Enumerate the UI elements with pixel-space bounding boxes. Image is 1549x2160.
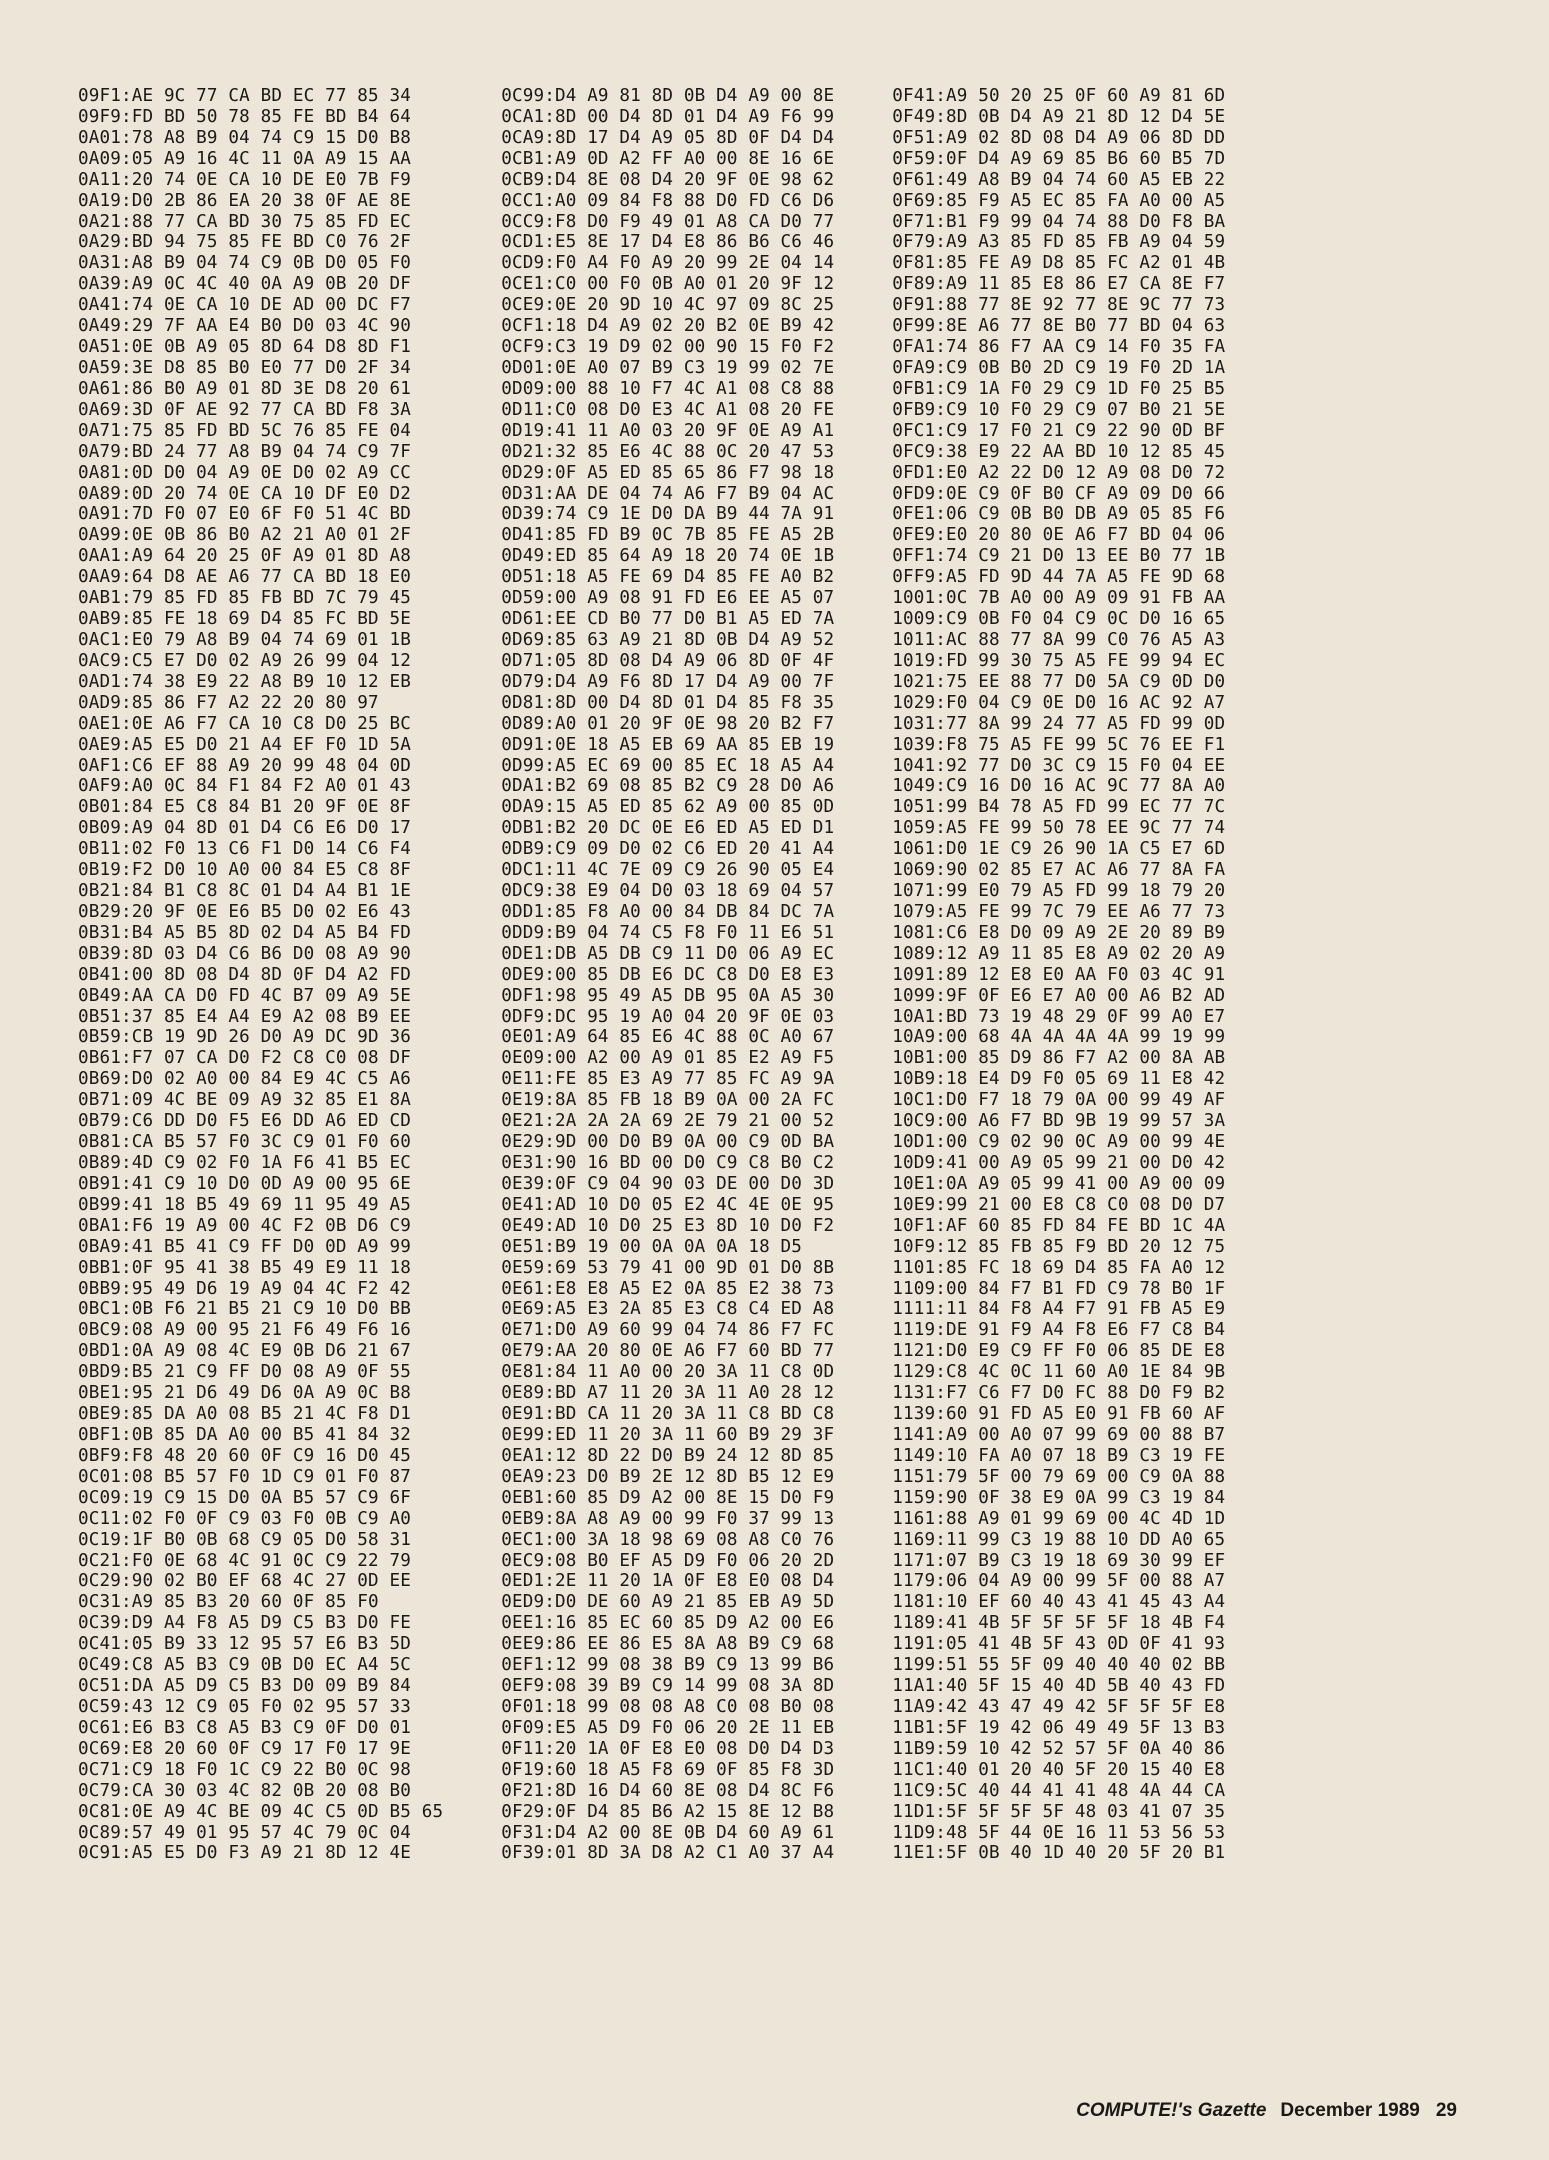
listing-line: 0DE1:DB A5 DB C9 11 D0 06 A9 EC xyxy=(501,943,835,964)
listing-line: 0C39:D9 A4 F8 A5 D9 C5 B3 D0 FE xyxy=(78,1613,412,1634)
listing-line: 0E49:AD 10 D0 25 E3 8D 10 D0 F2 xyxy=(501,1215,835,1236)
listing-line: 0F31:D4 A2 00 8E 0B D4 60 A9 61 xyxy=(501,1822,835,1843)
listing-line: 0D99:A5 EC 69 00 85 EC 18 A5 A4 xyxy=(501,755,835,776)
listing-line: 0C31:A9 85 B3 20 60 0F 85 F0 xyxy=(78,1592,379,1613)
listing-line: 1061:D0 1E C9 26 90 1A C5 E7 6D xyxy=(892,839,1226,860)
listing-line: 0C61:E6 B3 C8 A5 B3 C9 0F D0 01 xyxy=(78,1717,412,1738)
listing-line: 0E11:FE 85 E3 A9 77 85 FC A9 9A xyxy=(501,1069,835,1090)
listing-line: 0A89:0D 20 74 0E CA 10 DF E0 D2 xyxy=(78,483,412,504)
listing-line: 0C51:DA A5 D9 C5 B3 D0 09 B9 84 xyxy=(78,1676,412,1697)
listing-line: 0CD9:F0 A4 F0 A9 20 99 2E 04 14 xyxy=(501,253,835,274)
listing-line: 0AF9:A0 0C 84 F1 84 F2 A0 01 43 xyxy=(78,776,412,797)
listing-line: 0D51:18 A5 FE 69 D4 85 FE A0 B2 xyxy=(501,567,835,588)
listing-line: 10C1:D0 F7 18 79 0A 00 99 49 AF xyxy=(892,1090,1226,1111)
listing-line: 0B01:84 E5 C8 84 B1 20 9F 0E 8F xyxy=(78,797,412,818)
listing-line: 0D79:D4 A9 F6 8D 17 D4 A9 00 7F xyxy=(501,671,835,692)
listing-line: 0DC1:11 4C 7E 09 C9 26 90 05 E4 xyxy=(501,860,835,881)
listing-line: 0D29:0F A5 ED 85 65 86 F7 98 18 xyxy=(501,462,835,483)
listing-line: 0E71:D0 A9 60 99 04 74 86 F7 FC xyxy=(501,1320,835,1341)
listing-line: 1009:C9 0B F0 04 C9 0C D0 16 65 xyxy=(892,609,1226,630)
listing-line: 0E09:00 A2 00 A9 01 85 E2 A9 F5 xyxy=(501,1048,835,1069)
listing-line: 0BB9:95 49 D6 19 A9 04 4C F2 42 xyxy=(78,1278,412,1299)
listing-line: 10E9:99 21 00 E8 C8 C0 08 D0 D7 xyxy=(892,1194,1226,1215)
listing-line: 0D09:00 88 10 F7 4C A1 08 C8 88 xyxy=(501,378,835,399)
listing-column-1 xyxy=(78,86,443,1864)
listing-line: 0DF1:98 95 49 A5 DB 95 0A A5 30 xyxy=(501,985,835,1006)
listing-line: 0D61:EE CD B0 77 D0 B1 A5 ED 7A xyxy=(501,609,835,630)
listing-line: 0E89:BD A7 11 20 3A 11 A0 28 12 xyxy=(501,1383,835,1404)
listing-line: 0CD1:E5 8E 17 D4 E8 86 B6 C6 46 xyxy=(501,232,835,253)
listing-line: 0BF9:F8 48 20 60 0F C9 16 D0 45 xyxy=(78,1445,412,1466)
listing-line: 0A09:05 A9 16 4C 11 0A A9 15 AA xyxy=(78,148,412,169)
listing-line: 0A79:BD 24 77 A8 B9 04 74 C9 7F xyxy=(78,441,412,462)
listing-line: 0C79:CA 30 03 4C 82 0B 20 08 B0 xyxy=(78,1780,412,1801)
listing-line: 0C11:02 F0 0F C9 03 F0 0B C9 A0 xyxy=(78,1508,412,1529)
listing-line: 0AE9:A5 E5 D0 21 A4 EF F0 1D 5A xyxy=(78,734,412,755)
listing-line: 0F59:0F D4 A9 69 85 B6 60 B5 7D xyxy=(892,148,1226,169)
listing-line: 1121:D0 E9 C9 FF F0 06 85 DE E8 xyxy=(892,1341,1226,1362)
listing-line: 1049:C9 16 D0 16 AC 9C 77 8A A0 xyxy=(892,776,1226,797)
listing-line: 0F39:01 8D 3A D8 A2 C1 A0 37 A4 xyxy=(501,1843,835,1864)
listing-line: 0BA1:F6 19 A9 00 4C F2 0B D6 C9 xyxy=(78,1215,412,1236)
listing-line: 0B11:02 F0 13 C6 F1 D0 14 C6 F4 xyxy=(78,839,412,860)
listing-line: 0E21:2A 2A 2A 69 2E 79 21 00 52 xyxy=(501,1111,835,1132)
listing-line: 1051:99 B4 78 A5 FD 99 EC 77 7C xyxy=(892,797,1226,818)
listing-line: 0CE1:C0 00 F0 0B A0 01 20 9F 12 xyxy=(501,274,835,295)
listing-line: 0F89:A9 11 85 E8 86 E7 CA 8E F7 xyxy=(892,274,1226,295)
listing-line: 11A9:42 43 47 49 42 5F 5F 5F E8 xyxy=(892,1696,1226,1717)
listing-line: 1091:89 12 E8 E0 AA F0 03 4C 91 xyxy=(892,964,1226,985)
listing-line: 0A51:0E 0B A9 05 8D 64 D8 8D F1 xyxy=(78,337,412,358)
listing-line: 0E41:AD 10 D0 05 E2 4C 4E 0E 95 xyxy=(501,1194,835,1215)
listing-line: 0DA1:B2 69 08 85 B2 C9 28 D0 A6 xyxy=(501,776,835,797)
listing-line: 0EC1:00 3A 18 98 69 08 A8 C0 76 xyxy=(501,1529,835,1550)
listing-line: 0AB9:85 FE 18 69 D4 85 FC BD 5E xyxy=(78,609,412,630)
listing-line: 1159:90 0F 38 E9 0A 99 C3 19 84 xyxy=(892,1487,1226,1508)
listing-line: 0C89:57 49 01 95 57 4C 79 0C 04 xyxy=(78,1822,412,1843)
listing-line: 0DD9:B9 04 74 C5 F8 F0 11 E6 51 xyxy=(501,922,835,943)
listing-line: 0C21:F0 0E 68 4C 91 0C C9 22 79 xyxy=(78,1550,412,1571)
listing-line: 0A21:88 77 CA BD 30 75 85 FD EC xyxy=(78,211,412,232)
listing-line: 0F11:20 1A 0F E8 E0 08 D0 D4 D3 xyxy=(501,1738,835,1759)
listing-line: 10D9:41 00 A9 05 99 21 00 D0 42 xyxy=(892,1153,1226,1174)
listing-line: 0A19:D0 2B 86 EA 20 38 0F AE 8E xyxy=(78,190,412,211)
listing-line: 11E1:5F 0B 40 1D 40 20 5F 20 B1 xyxy=(892,1843,1226,1864)
listing-line: 0B39:8D 03 D4 C6 B6 D0 08 A9 90 xyxy=(78,943,412,964)
listing-line: 0FE9:E0 20 80 0E A6 F7 BD 04 06 xyxy=(892,525,1226,546)
listing-line: 1169:11 99 C3 19 88 10 DD A0 65 xyxy=(892,1529,1226,1550)
page-number: 29 xyxy=(1435,2100,1457,2121)
listing-line: 1151:79 5F 00 79 69 00 C9 0A 88 xyxy=(892,1466,1226,1487)
listing-line: 0B91:41 C9 10 D0 0D A9 00 95 6E xyxy=(78,1173,412,1194)
listing-line: 0D59:00 A9 08 91 FD E6 EE A5 07 xyxy=(501,588,835,609)
listing-line: 1189:41 4B 5F 5F 5F 5F 18 4B F4 xyxy=(892,1613,1226,1634)
listing-line: 1039:F8 75 A5 FE 99 5C 76 EE F1 xyxy=(892,734,1226,755)
listing-line: 0CF1:18 D4 A9 02 20 B2 0E B9 42 xyxy=(501,316,835,337)
listing-line: 0AF1:C6 EF 88 A9 20 99 48 04 0D xyxy=(78,755,412,776)
listing-line: 0CB9:D4 8E 08 D4 20 9F 0E 98 62 xyxy=(501,169,835,190)
listing-line: 0D81:8D 00 D4 8D 01 D4 85 F8 35 xyxy=(501,692,835,713)
listing-line: 1181:10 EF 60 40 43 41 45 43 A4 xyxy=(892,1592,1226,1613)
hex-listing xyxy=(78,86,1478,1864)
listing-line: 0B51:37 85 E4 A4 E9 A2 08 B9 EE xyxy=(78,1006,412,1027)
listing-line: 0E19:8A 85 FB 18 B9 0A 00 2A FC xyxy=(501,1090,835,1111)
listing-line: 0A01:78 A8 B9 04 74 C9 15 D0 B8 xyxy=(78,127,412,148)
listing-line: 0BB1:0F 95 41 38 B5 49 E9 11 18 xyxy=(78,1257,412,1278)
listing-line: 1041:92 77 D0 3C C9 15 F0 04 EE xyxy=(892,755,1226,776)
listing-line: 0DB1:B2 20 DC 0E E6 ED A5 ED D1 xyxy=(501,818,835,839)
listing-line: 0D19:41 11 A0 03 20 9F 0E A9 A1 xyxy=(501,420,835,441)
listing-line: 0EB1:60 85 D9 A2 00 8E 15 D0 F9 xyxy=(501,1487,835,1508)
listing-line: 0D69:85 63 A9 21 8D 0B D4 A9 52 xyxy=(501,629,835,650)
listing-line: 0D01:0E A0 07 B9 C3 19 99 02 7E xyxy=(501,357,835,378)
listing-line: 0B41:00 8D 08 D4 8D 0F D4 A2 FD xyxy=(78,964,412,985)
listing-line: 0A99:0E 0B 86 B0 A2 21 A0 01 2F xyxy=(78,525,412,546)
listing-line: 0AD9:85 86 F7 A2 22 20 80 97 xyxy=(78,692,379,713)
listing-line: 0B79:C6 DD D0 F5 E6 DD A6 ED CD xyxy=(78,1111,412,1132)
listing-line: 0C49:C8 A5 B3 C9 0B D0 EC A4 5C xyxy=(78,1655,412,1676)
listing-line: 1149:10 FA A0 07 18 B9 C3 19 FE xyxy=(892,1445,1226,1466)
listing-line: 11C1:40 01 20 40 5F 20 15 40 E8 xyxy=(892,1759,1226,1780)
listing-line: 1089:12 A9 11 85 E8 A9 02 20 A9 xyxy=(892,943,1226,964)
listing-line: 0D71:05 8D 08 D4 A9 06 8D 0F 4F xyxy=(501,650,835,671)
listing-line: 0FA1:74 86 F7 AA C9 14 F0 35 FA xyxy=(892,337,1226,358)
listing-line: 0EA1:12 8D 22 D0 B9 24 12 8D 85 xyxy=(501,1445,835,1466)
listing-line: 11D9:48 5F 44 0E 16 11 53 56 53 xyxy=(892,1822,1226,1843)
listing-line: 0A59:3E D8 85 B0 E0 77 D0 2F 34 xyxy=(78,357,412,378)
listing-line: 0BD9:B5 21 C9 FF D0 08 A9 0F 55 xyxy=(78,1362,412,1383)
magazine-name: COMPUTE!'s Gazette xyxy=(1076,2100,1267,2121)
listing-line: 1129:C8 4C 0C 11 60 A0 1E 84 9B xyxy=(892,1362,1226,1383)
listing-line: 0B19:F2 D0 10 A0 00 84 E5 C8 8F xyxy=(78,860,412,881)
listing-line: 11C9:5C 40 44 41 41 48 4A 44 CA xyxy=(892,1780,1226,1801)
listing-column-3 xyxy=(892,86,1225,1864)
listing-line: 0A31:A8 B9 04 74 C9 0B D0 05 F0 xyxy=(78,253,412,274)
listing-line: 0F79:A9 A3 85 FD 85 FB A9 04 59 xyxy=(892,232,1226,253)
listing-line: 0E01:A9 64 85 E6 4C 88 0C A0 67 xyxy=(501,1027,835,1048)
listing-line: 0EF9:08 39 B9 C9 14 99 08 3A 8D xyxy=(501,1676,835,1697)
listing-line: 0B61:F7 07 CA D0 F2 C8 C0 08 DF xyxy=(78,1048,412,1069)
listing-line: 1161:88 A9 01 99 69 00 4C 4D 1D xyxy=(892,1508,1226,1529)
listing-line: 0D91:0E 18 A5 EB 69 AA 85 EB 19 xyxy=(501,734,835,755)
listing-line: 1131:F7 C6 F7 D0 FC 88 D0 F9 B2 xyxy=(892,1383,1226,1404)
listing-line: 0AD1:74 38 E9 22 A8 B9 10 12 EB xyxy=(78,671,412,692)
listing-line: 0C01:08 B5 57 F0 1D C9 01 F0 87 xyxy=(78,1466,412,1487)
listing-line: 1021:75 EE 88 77 D0 5A C9 0D D0 xyxy=(892,671,1226,692)
listing-line: 0C99:D4 A9 81 8D 0B D4 A9 00 8E xyxy=(501,86,835,106)
listing-line: 0EA9:23 D0 B9 2E 12 8D B5 12 E9 xyxy=(501,1466,835,1487)
listing-line: 0C41:05 B9 33 12 95 57 E6 B3 5D xyxy=(78,1634,412,1655)
listing-line: 0D41:85 FD B9 0C 7B 85 FE A5 2B xyxy=(501,525,835,546)
listing-line: 0F99:8E A6 77 8E B0 77 BD 04 63 xyxy=(892,316,1226,337)
listing-line: 1119:DE 91 F9 A4 F8 E6 F7 C8 B4 xyxy=(892,1320,1226,1341)
listing-line: 0E29:9D 00 D0 B9 0A 00 C9 0D BA xyxy=(501,1132,835,1153)
listing-line: 1081:C6 E8 D0 09 A9 2E 20 89 B9 xyxy=(892,922,1226,943)
listing-line: 0F29:0F D4 85 B6 A2 15 8E 12 B8 xyxy=(501,1801,835,1822)
listing-line: 0D31:AA DE 04 74 A6 F7 B9 04 AC xyxy=(501,483,835,504)
listing-line: 0AB1:79 85 FD 85 FB BD 7C 79 45 xyxy=(78,588,412,609)
listing-line: 1191:05 41 4B 5F 43 0D 0F 41 93 xyxy=(892,1634,1226,1655)
listing-line: 11B9:59 10 42 52 57 5F 0A 40 86 xyxy=(892,1738,1226,1759)
listing-line: 0B59:CB 19 9D 26 D0 A9 DC 9D 36 xyxy=(78,1027,412,1048)
listing-line: 1179:06 04 A9 00 99 5F 00 88 A7 xyxy=(892,1571,1226,1592)
listing-line: 0F91:88 77 8E 92 77 8E 9C 77 73 xyxy=(892,295,1226,316)
listing-line: 0F69:85 F9 A5 EC 85 FA A0 00 A5 xyxy=(892,190,1226,211)
listing-line: 1069:90 02 85 E7 AC A6 77 8A FA xyxy=(892,860,1226,881)
listing-line: 0A29:BD 94 75 85 FE BD C0 76 2F xyxy=(78,232,412,253)
listing-line: 0CB1:A9 0D A2 FF A0 00 8E 16 6E xyxy=(501,148,835,169)
listing-line: 0CC1:A0 09 84 F8 88 D0 FD C6 D6 xyxy=(501,190,835,211)
listing-line: 0D11:C0 08 D0 E3 4C A1 08 20 FE xyxy=(501,399,835,420)
listing-line: 0FC1:C9 17 F0 21 C9 22 90 0D BF xyxy=(892,420,1226,441)
listing-line: 0E31:90 16 BD 00 D0 C9 C8 B0 C2 xyxy=(501,1153,835,1174)
listing-line: 0BE1:95 21 D6 49 D6 0A A9 0C B8 xyxy=(78,1383,412,1404)
listing-line: 0E79:AA 20 80 0E A6 F7 60 BD 77 xyxy=(501,1341,835,1362)
listing-line: 0FB9:C9 10 F0 29 C9 07 B0 21 5E xyxy=(892,399,1226,420)
listing-line: 0F19:60 18 A5 F8 69 0F 85 F8 3D xyxy=(501,1759,835,1780)
listing-line: 1109:00 84 F7 B1 FD C9 78 B0 1F xyxy=(892,1278,1226,1299)
listing-line: 0F81:85 FE A9 D8 85 FC A2 01 4B xyxy=(892,253,1226,274)
listing-line: 0E61:E8 E8 A5 E2 0A 85 E2 38 73 xyxy=(501,1278,835,1299)
listing-line: 1079:A5 FE 99 7C 79 EE A6 77 73 xyxy=(892,901,1226,922)
listing-line: 0C69:E8 20 60 0F C9 17 F0 17 9E xyxy=(78,1738,412,1759)
listing-line: 0A39:A9 0C 4C 40 0A A9 0B 20 DF xyxy=(78,274,412,295)
listing-line: 10C9:00 A6 F7 BD 9B 19 99 57 3A xyxy=(892,1111,1226,1132)
listing-line: 0DD1:85 F8 A0 00 84 DB 84 DC 7A xyxy=(501,901,835,922)
listing-line: 10E1:0A A9 05 99 41 00 A9 00 09 xyxy=(892,1173,1226,1194)
listing-line: 0A61:86 B0 A9 01 8D 3E D8 20 61 xyxy=(78,378,412,399)
listing-line: 0C19:1F B0 0B 68 C9 05 D0 58 31 xyxy=(78,1529,412,1550)
listing-line: 0C71:C9 18 F0 1C C9 22 B0 0C 98 xyxy=(78,1759,412,1780)
listing-line: 0EF1:12 99 08 38 B9 C9 13 99 B6 xyxy=(501,1655,835,1676)
listing-line: 0C91:A5 E5 D0 F3 A9 21 8D 12 4E xyxy=(78,1843,412,1864)
listing-line: 0E51:B9 19 00 0A 0A 0A 18 D5 xyxy=(501,1236,803,1257)
listing-line: 0FD1:E0 A2 22 D0 12 A9 08 D0 72 xyxy=(892,462,1226,483)
listing-line: 0FF9:A5 FD 9D 44 7A A5 FE 9D 68 xyxy=(892,567,1226,588)
listing-line: 0B89:4D C9 02 F0 1A F6 41 B5 EC xyxy=(78,1153,412,1174)
listing-line: 0F41:A9 50 20 25 0F 60 A9 81 6D xyxy=(892,86,1226,106)
listing-line: 0EC9:08 B0 EF A5 D9 F0 06 20 2D xyxy=(501,1550,835,1571)
listing-line: 0E99:ED 11 20 3A 11 60 B9 29 3F xyxy=(501,1425,835,1445)
listing-line: 0A11:20 74 0E CA 10 DE E0 7B F9 xyxy=(78,169,412,190)
listing-line: 11D1:5F 5F 5F 5F 48 03 41 07 35 xyxy=(892,1801,1226,1822)
listing-line: 0A41:74 0E CA 10 DE AD 00 DC F7 xyxy=(78,295,412,316)
listing-line: 0B21:84 B1 C8 8C 01 D4 A4 B1 1E xyxy=(78,881,412,902)
listing-line: 0A69:3D 0F AE 92 77 CA BD F8 3A xyxy=(78,399,412,420)
listing-line: 0CE9:0E 20 9D 10 4C 97 09 8C 25 xyxy=(501,295,835,316)
listing-line: 0B31:B4 A5 B5 8D 02 D4 A5 B4 FD xyxy=(78,922,412,943)
listing-line: 1001:0C 7B A0 00 A9 09 91 FB AA xyxy=(892,588,1226,609)
listing-line: 1019:FD 99 30 75 A5 FE 99 94 EC xyxy=(892,650,1226,671)
listing-line: 10F1:AF 60 85 FD 84 FE BD 1C 4A xyxy=(892,1215,1226,1236)
listing-line: 0AA9:64 D8 AE A6 77 CA BD 18 E0 xyxy=(78,567,412,588)
listing-line: 0DF9:DC 95 19 A0 04 20 9F 0E 03 xyxy=(501,1006,835,1027)
listing-line: 0A71:75 85 FD BD 5C 76 85 FE 04 xyxy=(78,420,412,441)
listing-line: 0E39:0F C9 04 90 03 DE 00 D0 3D xyxy=(501,1173,835,1194)
listing-line: 0A81:0D D0 04 A9 0E D0 02 A9 CC xyxy=(78,462,412,483)
listing-line: 11B1:5F 19 42 06 49 49 5F 13 B3 xyxy=(892,1717,1226,1738)
listing-line: 0D39:74 C9 1E D0 DA B9 44 7A 91 xyxy=(501,504,835,525)
listing-line: 1139:60 91 FD A5 E0 91 FB 60 AF xyxy=(892,1404,1226,1425)
listing-line: 09F9:FD BD 50 78 85 FE BD B4 64 xyxy=(78,106,412,127)
listing-line: 10D1:00 C9 02 90 0C A9 00 99 4E xyxy=(892,1132,1226,1153)
listing-line: 0DE9:00 85 DB E6 DC C8 D0 E8 E3 xyxy=(501,964,835,985)
listing-line: 0DC9:38 E9 04 D0 03 18 69 04 57 xyxy=(501,881,835,902)
listing-line: 1059:A5 FE 99 50 78 EE 9C 77 74 xyxy=(892,818,1226,839)
listing-line: 10B9:18 E4 D9 F0 05 69 11 E8 42 xyxy=(892,1069,1226,1090)
listing-line: 0F51:A9 02 8D 08 D4 A9 06 8D DD xyxy=(892,127,1226,148)
listing-line: 0C29:90 02 B0 EF 68 4C 27 0D EE xyxy=(78,1571,412,1592)
listing-line: 0BA9:41 B5 41 C9 FF D0 0D A9 99 xyxy=(78,1236,412,1257)
listing-line: 0F61:49 A8 B9 04 74 60 A5 EB 22 xyxy=(892,169,1226,190)
listing-line: 0CF9:C3 19 D9 02 00 90 15 F0 F2 xyxy=(501,337,835,358)
listing-line: 0DA9:15 A5 ED 85 62 A9 00 85 0D xyxy=(501,797,835,818)
listing-line: 0BD1:0A A9 08 4C E9 0B D6 21 67 xyxy=(78,1341,412,1362)
listing-line: 0FC9:38 E9 22 AA BD 10 12 85 45 xyxy=(892,441,1226,462)
listing-line: 0F09:E5 A5 D9 F0 06 20 2E 11 EB xyxy=(501,1717,835,1738)
listing-line: 0AE1:0E A6 F7 CA 10 C8 D0 25 BC xyxy=(78,713,412,734)
listing-line: 0BF1:0B 85 DA A0 00 B5 41 84 32 xyxy=(78,1425,412,1445)
listing-line: 0F71:B1 F9 99 04 74 88 D0 F8 BA xyxy=(892,211,1226,232)
listing-line: 0FE1:06 C9 0B B0 DB A9 05 85 F6 xyxy=(892,504,1226,525)
listing-line: 0B81:CA B5 57 F0 3C C9 01 F0 60 xyxy=(78,1132,412,1153)
listing-line: 0A91:7D F0 07 E0 6F F0 51 4C BD xyxy=(78,504,412,525)
listing-line: 0FB1:C9 1A F0 29 C9 1D F0 25 B5 xyxy=(892,378,1226,399)
listing-line: 0A49:29 7F AA E4 B0 D0 03 4C 90 xyxy=(78,316,412,337)
listing-line: 0B71:09 4C BE 09 A9 32 85 E1 8A xyxy=(78,1090,412,1111)
listing-line: 0BC1:0B F6 21 B5 21 C9 10 D0 BB xyxy=(78,1299,412,1320)
listing-line: 0BE9:85 DA A0 08 B5 21 4C F8 D1 xyxy=(78,1404,412,1425)
listing-line: 09F1:AE 9C 77 CA BD EC 77 85 34 xyxy=(78,86,412,106)
listing-line: 0E59:69 53 79 41 00 9D 01 D0 8B xyxy=(501,1257,835,1278)
listing-line: 0D21:32 85 E6 4C 88 0C 20 47 53 xyxy=(501,441,835,462)
listing-line: 10B1:00 85 D9 86 F7 A2 00 8A AB xyxy=(892,1048,1226,1069)
listing-line: 0AC9:C5 E7 D0 02 A9 26 99 04 12 xyxy=(78,650,412,671)
listing-line: 0AC1:E0 79 A8 B9 04 74 69 01 1B xyxy=(78,629,412,650)
listing-line: 1071:99 E0 79 A5 FD 99 18 79 20 xyxy=(892,881,1226,902)
listing-line: 10F9:12 85 FB 85 F9 BD 20 12 75 xyxy=(892,1236,1226,1257)
listing-line: 0E69:A5 E3 2A 85 E3 C8 C4 ED A8 xyxy=(501,1299,835,1320)
listing-line: 0E81:84 11 A0 00 20 3A 11 C8 0D xyxy=(501,1362,835,1383)
listing-line: 1111:11 84 F8 A4 F7 91 FB A5 E9 xyxy=(892,1299,1226,1320)
listing-line: 1031:77 8A 99 24 77 A5 FD 99 0D xyxy=(892,713,1226,734)
listing-line: 0B69:D0 02 A0 00 84 E9 4C C5 A6 xyxy=(78,1069,412,1090)
listing-line: 0EE1:16 85 EC 60 85 D9 A2 00 E6 xyxy=(501,1613,835,1634)
listing-line: 0C09:19 C9 15 D0 0A B5 57 C9 6F xyxy=(78,1487,412,1508)
listing-line: 1099:9F 0F E6 E7 A0 00 A6 B2 AD xyxy=(892,985,1226,1006)
listing-line: 0ED1:2E 11 20 1A 0F E8 E0 08 D4 xyxy=(501,1571,835,1592)
listing-line: 11A1:40 5F 15 40 4D 5B 40 43 FD xyxy=(892,1676,1226,1697)
listing-line: 0DB9:C9 09 D0 02 C6 ED 20 41 A4 xyxy=(501,839,835,860)
issue-date: December 1989 xyxy=(1280,2100,1420,2121)
listing-line: 0F21:8D 16 D4 60 8E 08 D4 8C F6 xyxy=(501,1780,835,1801)
listing-column-2 xyxy=(501,86,834,1864)
listing-line: 0F01:18 99 08 08 A8 C0 08 B0 08 xyxy=(501,1696,835,1717)
listing-line: 1029:F0 04 C9 0E D0 16 AC 92 A7 xyxy=(892,692,1226,713)
listing-line: 0EE9:86 EE 86 E5 8A A8 B9 C9 68 xyxy=(501,1634,835,1655)
listing-line: 0B99:41 18 B5 49 69 11 95 49 A5 xyxy=(78,1194,412,1215)
listing-line: 0D89:A0 01 20 9F 0E 98 20 B2 F7 xyxy=(501,713,835,734)
listing-line: 10A9:00 68 4A 4A 4A 4A 99 19 99 xyxy=(892,1027,1226,1048)
listing-line: 0CC9:F8 D0 F9 49 01 A8 CA D0 77 xyxy=(501,211,835,232)
listing-line: 0F49:8D 0B D4 A9 21 8D 12 D4 5E xyxy=(892,106,1226,127)
listing-line: 1011:AC 88 77 8A 99 C0 76 A5 A3 xyxy=(892,629,1226,650)
listing-line: 0D49:ED 85 64 A9 18 20 74 0E 1B xyxy=(501,546,835,567)
listing-line: 0BC9:08 A9 00 95 21 F6 49 F6 16 xyxy=(78,1320,412,1341)
listing-line: 0E91:BD CA 11 20 3A 11 C8 BD C8 xyxy=(501,1404,835,1425)
listing-line: 0AA1:A9 64 20 25 0F A9 01 8D A8 xyxy=(78,546,412,567)
listing-line: 0EB9:8A A8 A9 00 99 F0 37 99 13 xyxy=(501,1508,835,1529)
listing-line: 0B09:A9 04 8D 01 D4 C6 E6 D0 17 xyxy=(78,818,412,839)
listing-line: 0FD9:0E C9 0F B0 CF A9 09 D0 66 xyxy=(892,483,1226,504)
listing-line: 0CA1:8D 00 D4 8D 01 D4 A9 F6 99 xyxy=(501,106,835,127)
listing-line: 1199:51 55 5F 09 40 40 40 02 BB xyxy=(892,1655,1226,1676)
listing-line: 1171:07 B9 C3 19 18 69 30 99 EF xyxy=(892,1550,1226,1571)
listing-line: 0C81:0E A9 4C BE 09 4C C5 0D B5 65 xyxy=(78,1801,444,1822)
listing-line: 0B29:20 9F 0E E6 B5 D0 02 E6 43 xyxy=(78,901,412,922)
listing-line: 0ED9:D0 DE 60 A9 21 85 EB A9 5D xyxy=(501,1592,835,1613)
listing-line: 1141:A9 00 A0 07 99 69 00 88 B7 xyxy=(892,1425,1226,1445)
listing-line: 0C59:43 12 C9 05 F0 02 95 57 33 xyxy=(78,1696,412,1717)
listing-line: 0CA9:8D 17 D4 A9 05 8D 0F D4 D4 xyxy=(501,127,835,148)
listing-line: 0B49:AA CA D0 FD 4C B7 09 A9 5E xyxy=(78,985,412,1006)
listing-line: 1101:85 FC 18 69 D4 85 FA A0 12 xyxy=(892,1257,1226,1278)
listing-line: 0FF1:74 C9 21 D0 13 EE B0 77 1B xyxy=(892,546,1226,567)
listing-line: 10A1:BD 73 19 48 29 0F 99 A0 E7 xyxy=(892,1006,1226,1027)
listing-line: 0FA9:C9 0B B0 2D C9 19 F0 2D 1A xyxy=(892,357,1226,378)
page-footer xyxy=(1076,2100,1457,2122)
